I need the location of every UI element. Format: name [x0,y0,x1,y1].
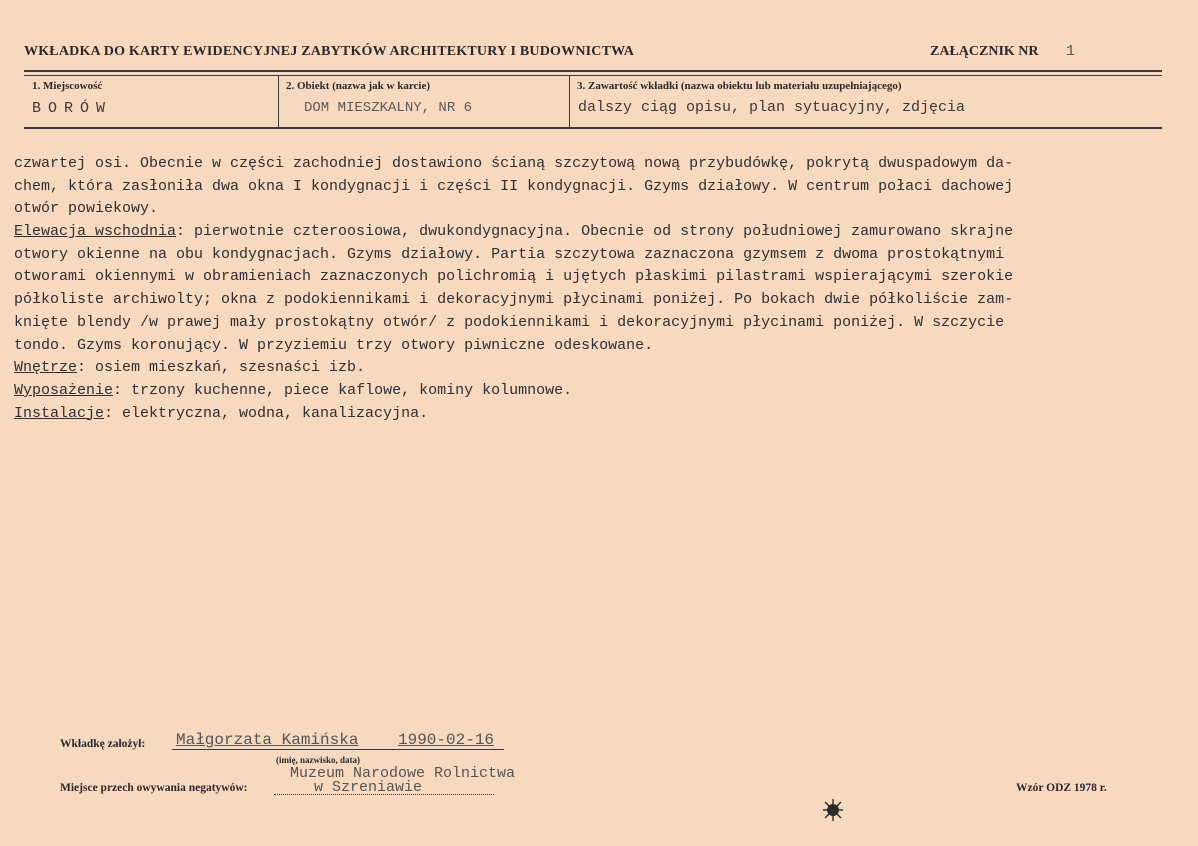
description-line: półkoliste archiwolty; okna z podokiennikami i dekoracyjnymi płycinami poniżej. Po bokach dwie półkoliście zam- [14,291,1014,309]
description-line: knięte blendy /w prawej mały prostokątny otwór/ z podokiennikami i dekoracyjnymi płycinami poniżej. W szczycie [14,313,1005,331]
section-text: : osiem mieszkań, szesnaści izb. [77,359,366,377]
founder-date: 1990-02-16 [398,731,495,749]
description-line: otwór powiekowy. [14,200,159,218]
founder-label: Wkładkę założył: [60,738,146,750]
museum-name-line-2: w Szreniawie [314,779,423,796]
header-rule-top [24,70,1162,72]
description-line [14,380,1184,403]
description-line: otworami okiennymi w obramieniach zaznaczonych polichromią i ujętych płaskimi pilastrami wspierającymi szerokie [14,268,1014,286]
section-text: : elektryczna, wodna, kanalizacyjna. [104,404,429,422]
founder-underline [172,749,504,750]
section-text: : trzony kuchenne, piece kaflowe, kominy kolumnowe. [113,381,573,399]
section-heading-east-elevation: Elewacja wschodnia [14,223,177,241]
section-heading-equipment: Wyposażenie [14,381,114,399]
field-divider-2 [569,75,570,128]
founder-caption: (imię, nazwisko, data) [276,755,360,765]
field-divider-1 [278,75,279,128]
founder-name: Małgorzata Kamińska [176,731,359,749]
header-rule-mid [24,75,1162,76]
description-text [14,153,1184,425]
museum-name-line-1: Muzeum Narodowe Rolnictwa [290,765,516,782]
description-line [14,403,1184,426]
form-version: Wzór ODZ 1978 r. [1016,782,1107,794]
field-label-locality: 1. Miejscowość [32,80,103,92]
header-rule-bottom [24,127,1162,129]
field-label-contents: 3. Zawartość wkładki (nazwa obiektu lub materiału uzupełniającego) [577,80,902,92]
negatives-location-label: Miejsce przech owywania negatywów: [60,782,248,794]
field-value-locality: BORÓW [32,100,113,117]
field-label-object: 2. Obiekt (nazwa jak w karcie) [286,80,431,92]
field-value-object: DOM MIESZKALNY, NR 6 [304,100,473,116]
section-heading-interior: Wnętrze [14,359,78,377]
card-header-title: WKŁADKA DO KARTY EWIDENCYJNEJ ZABYTKÓW ARCHITEKTURY I BUDOWNICTWA [24,44,635,59]
description-line [14,221,1184,244]
description-line: otwory okienne na obu kondygnacjach. Gzyms działowy. Partia szczytowa zaznaczona gzymsem z dwoma prostokątnymi [14,245,1005,263]
ink-blot-icon [820,797,846,823]
description-line: czwartej osi. Obecnie w części zachodniej dostawiono ścianą szczytową nową przybudówkę, pokrytą dwuspadowym da- [14,155,1014,172]
attachment-label: ZAŁĄCZNIK NR [930,44,1039,59]
section-text: : pierwotnie czteroosiowa, dwukondygnacyjna. Obecnie od strony południowej zamurowano skrajne [176,223,1014,241]
field-value-contents: dalszy ciąg opisu, plan sytuacyjny, zdjęcia [578,99,966,116]
description-line [14,357,1184,380]
description-line: tondo. Gzyms koronujący. W przyziemiu trzy otwory piwniczne odeskowane. [14,336,654,354]
attachment-number: 1 [1066,43,1076,60]
section-heading-installations: Instalacje [14,404,105,422]
description-line: chem, która zasłoniła dwa okna I kondygnacji i części II kondygnacji. Gzyms działowy. W centrum połaci dachowej [14,177,1014,195]
